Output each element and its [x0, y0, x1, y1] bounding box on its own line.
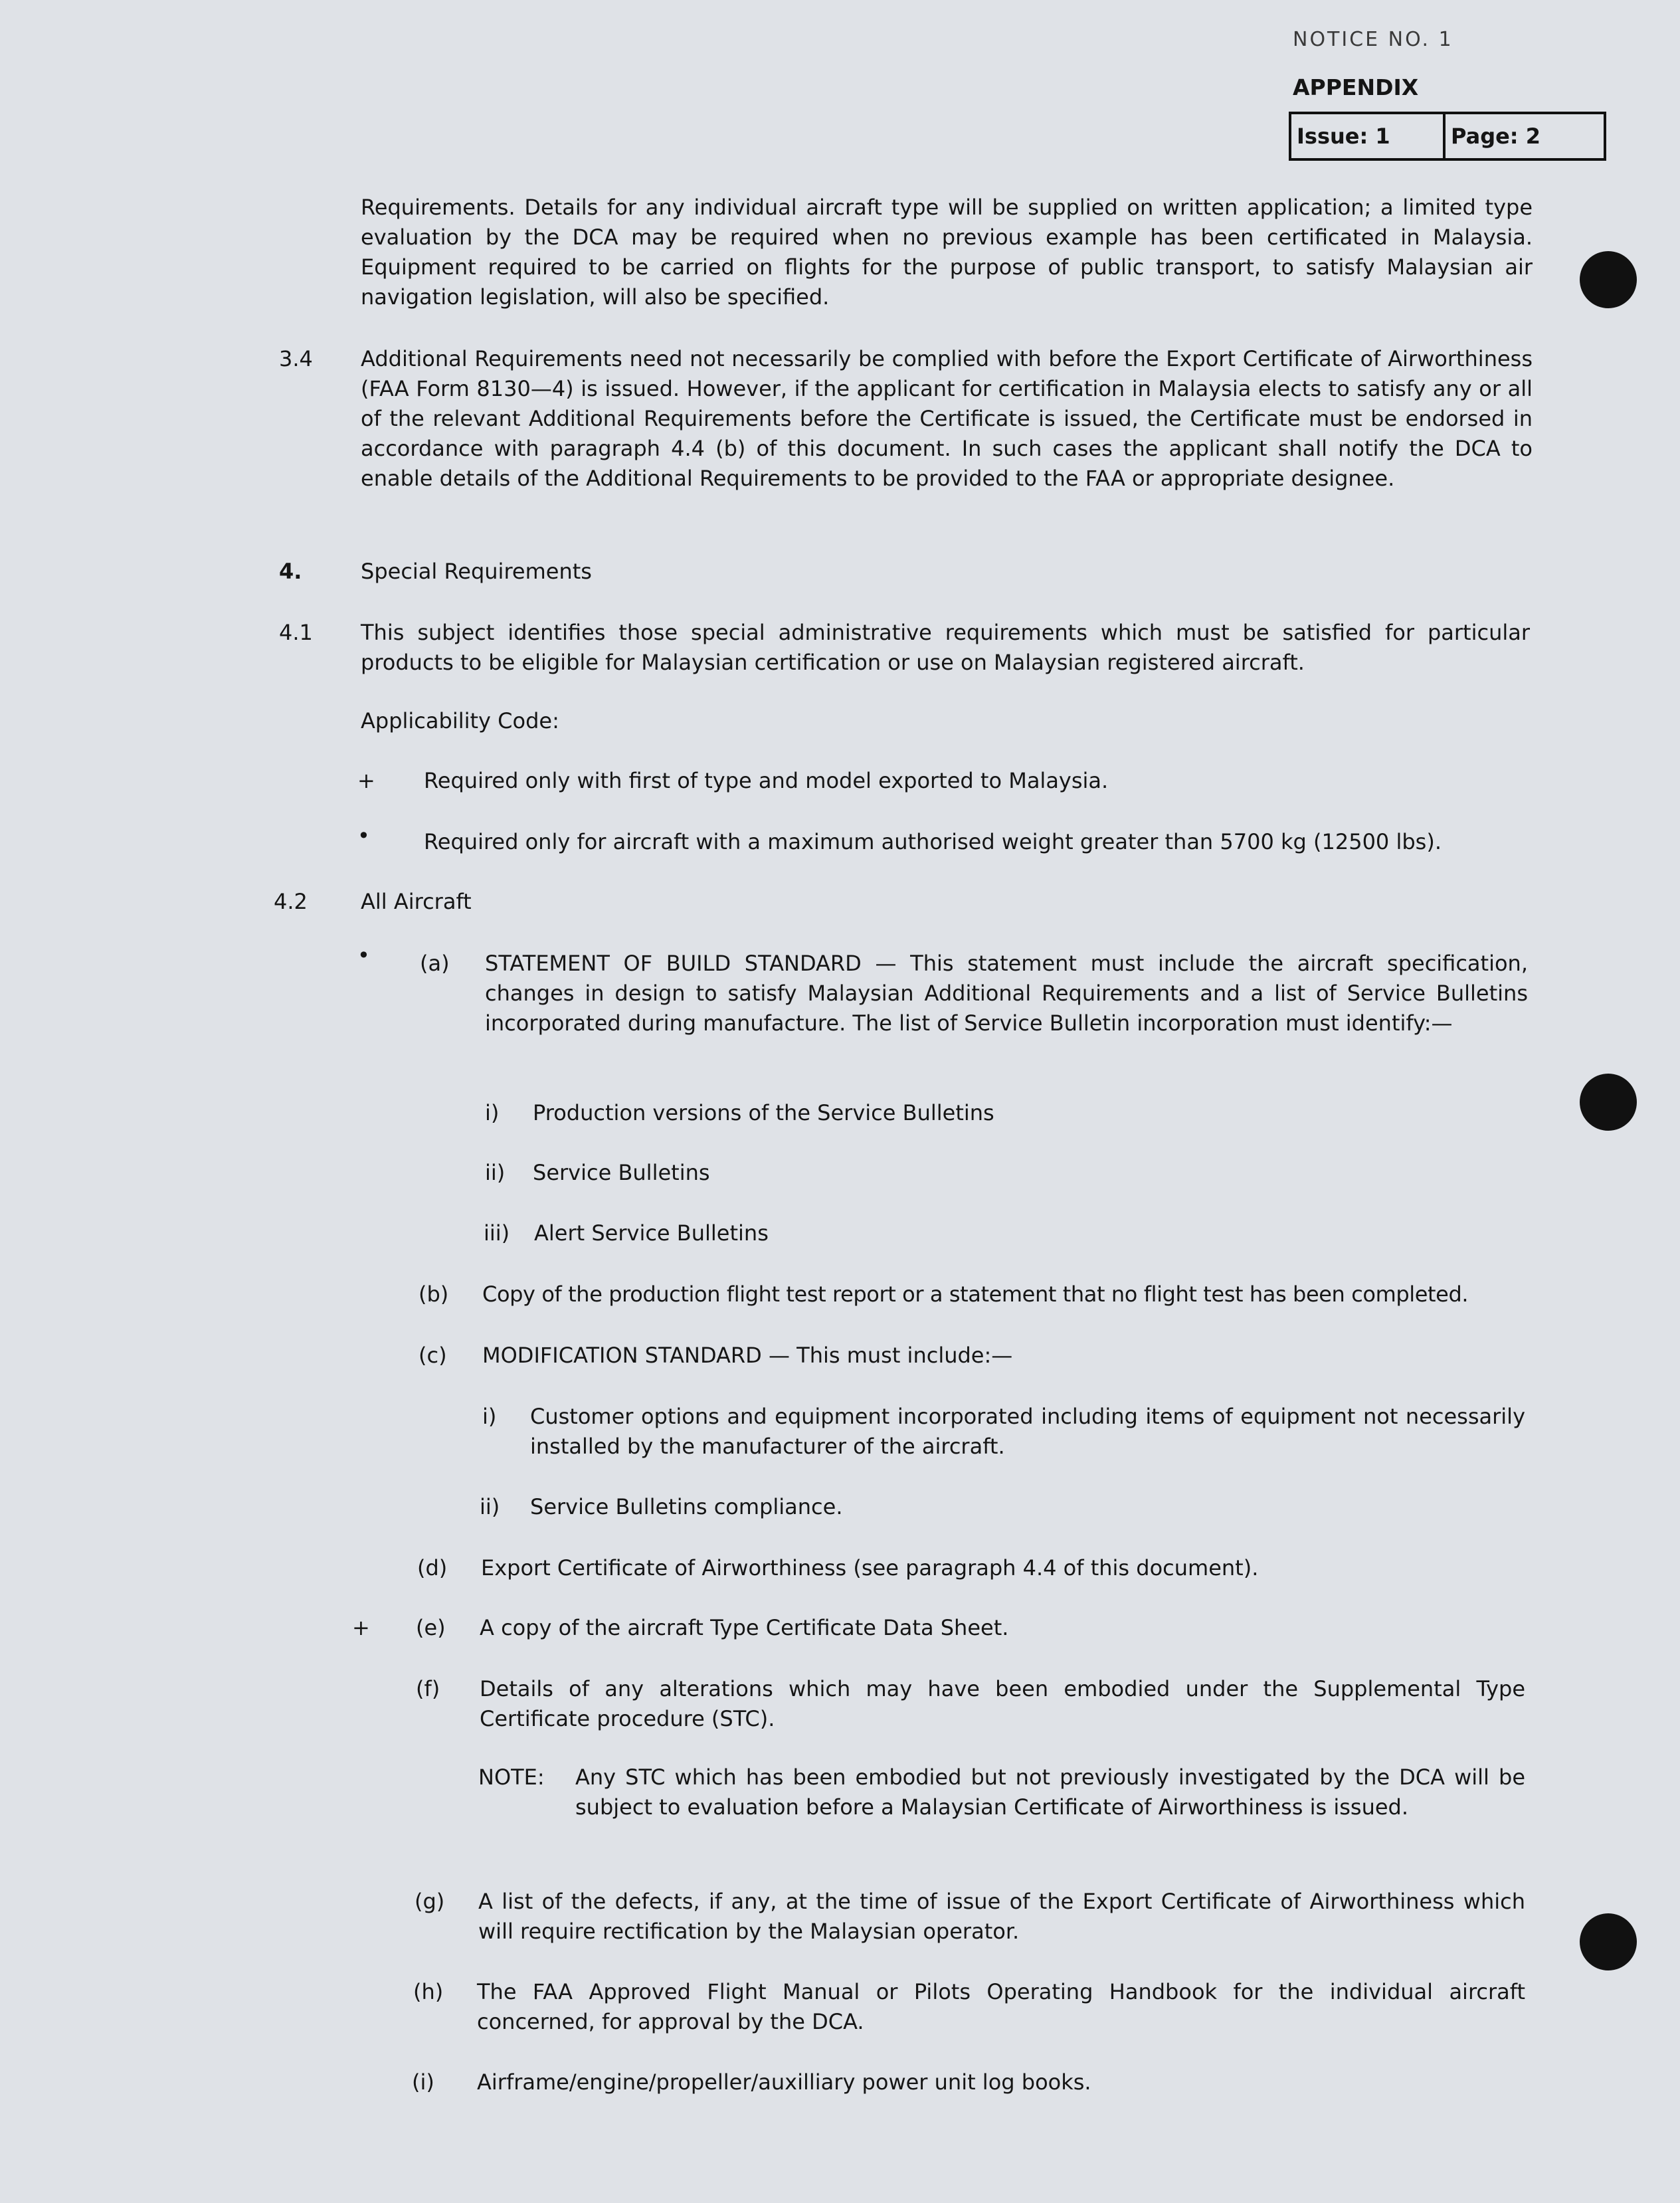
punch-hole-top [1580, 251, 1637, 308]
item-h-text: The FAA Approved Flight Manual or Pilots Operating Handbook for the individual aircraft concerned, for approval by the DCA. [477, 1979, 1525, 2034]
section-number-4-2: 4.2 [274, 889, 308, 914]
item-c-sub-i-label: i) [482, 1404, 497, 1429]
item-i-label: (i) [412, 2069, 434, 2095]
item-h-label: (h) [413, 1979, 444, 2004]
section-4-1-text: This subject identifies those special administrative requirements which must be satisfied for particular products to be eligible for Malaysian certification or use on Malaysian registered aircraft. [361, 620, 1530, 675]
item-f-note-label: NOTE: [478, 1765, 545, 1790]
section-3-4-text: Additional Requirements need not necessarily be complied with before the Export Certificate of Airworthiness (FAA Form 8130—4) is issued. However, if the applicant for certification in Malaysia elects to satisfy any or all of the relevant Additional Requirements before the Certificate is issued, the Certificate must be endorsed in accordance with paragraph 4.4 (b) of this document. In such cases the applicant shall notify the DCA to enable details of the Additional Requirements to be provided to the FAA or appropriate designee. [361, 346, 1533, 491]
notice-number: NOTICE NO. 1 [1293, 28, 1453, 51]
item-g-label: (g) [415, 1889, 445, 1914]
code-plus-text: Required only with first of type and model exported to Malaysia. [424, 768, 1109, 793]
item-b-label: (b) [419, 1282, 449, 1307]
item-a-sub-iii-text: Alert Service Bulletins [534, 1220, 769, 1246]
item-a-sub-i-label: i) [485, 1100, 500, 1125]
appendix-title: APPENDIX [1293, 74, 1419, 100]
item-a-sub-i-text: Production versions of the Service Bulletins [533, 1100, 994, 1125]
item-i-text: Airframe/engine/propeller/auxilliary power unit log books. [477, 2069, 1091, 2095]
item-c-text: MODIFICATION STANDARD — This must include:— [482, 1343, 1013, 1368]
section-4-title: Special Requirements [361, 559, 592, 584]
section-number-4: 4. [279, 559, 302, 584]
item-b-text: Copy of the production flight test report or a statement that no flight test has been completed. [482, 1282, 1469, 1307]
punch-hole-bottom [1580, 1913, 1637, 1970]
code-symbol-plus: + [357, 768, 375, 793]
item-c-sub-i-text: Customer options and equipment incorporated including items of equipment not necessarily installed by the manufacturer of the aircraft. [530, 1404, 1525, 1459]
item-c-label: (c) [419, 1343, 447, 1368]
section-number-3-4: 3.4 [279, 346, 313, 371]
item-a-text: STATEMENT OF BUILD STANDARD — This statement must include the aircraft specification, changes in design to satisfy Malaysian Additional Requirements and a list of Service Bulletins incorporated during manufacture. The list of Service Bulletin incorporation must identify:— [485, 951, 1528, 1036]
item-a-marker: • [357, 943, 370, 968]
punch-hole-middle [1580, 1074, 1637, 1131]
item-f-note-text: Any STC which has been embodied but not previously investigated by the DCA will be subject to evaluation before a Malaysian Certificate of Airworthiness is issued. [575, 1765, 1525, 1820]
issue-number: Issue: 1 [1291, 114, 1446, 158]
item-d-label: (d) [417, 1555, 448, 1580]
page-number: Page: 2 [1451, 124, 1540, 149]
item-a-sub-ii-label: ii) [485, 1160, 506, 1185]
applicability-label: Applicability Code: [361, 708, 559, 733]
item-c-sub-ii-label: ii) [480, 1494, 500, 1519]
item-a-sub-iii-label: iii) [484, 1220, 510, 1246]
code-bullet-text: Required only for aircraft with a maximum authorised weight greater than 5700 kg (12500 lbs). [424, 829, 1442, 854]
section-4-2-title: All Aircraft [361, 889, 472, 914]
item-e-label: (e) [416, 1615, 446, 1640]
item-f-label: (f) [416, 1676, 440, 1701]
item-e-text: A copy of the aircraft Type Certificate Data Sheet. [480, 1615, 1009, 1640]
issue-page-box [1289, 112, 1606, 161]
section-number-4-1: 4.1 [279, 620, 313, 645]
item-d-text: Export Certificate of Airworthiness (see paragraph 4.4 of this document). [481, 1555, 1259, 1580]
item-f-text: Details of any alterations which may have been embodied under the Supplemental Type Certificate procedure (STC). [480, 1676, 1525, 1731]
intro-paragraph: Requirements. Details for any individual aircraft type will be supplied on written application; a limited type evaluation by the DCA may be required when no previous example has been certificated in Malaysia. Equipment required to be carried on flights for the purpose of public transport, to satisfy Malaysian air navigation legislation, will also be specified. [361, 195, 1533, 310]
item-c-sub-ii-text: Service Bulletins compliance. [530, 1494, 843, 1519]
item-a-label: (a) [420, 951, 450, 976]
code-symbol-bullet: • [357, 823, 370, 848]
item-e-marker: + [352, 1615, 370, 1640]
item-a-sub-ii-text: Service Bulletins [533, 1160, 710, 1185]
item-g-text: A list of the defects, if any, at the time of issue of the Export Certificate of Airworthiness which will require rectification by the Malaysian operator. [478, 1889, 1525, 1944]
